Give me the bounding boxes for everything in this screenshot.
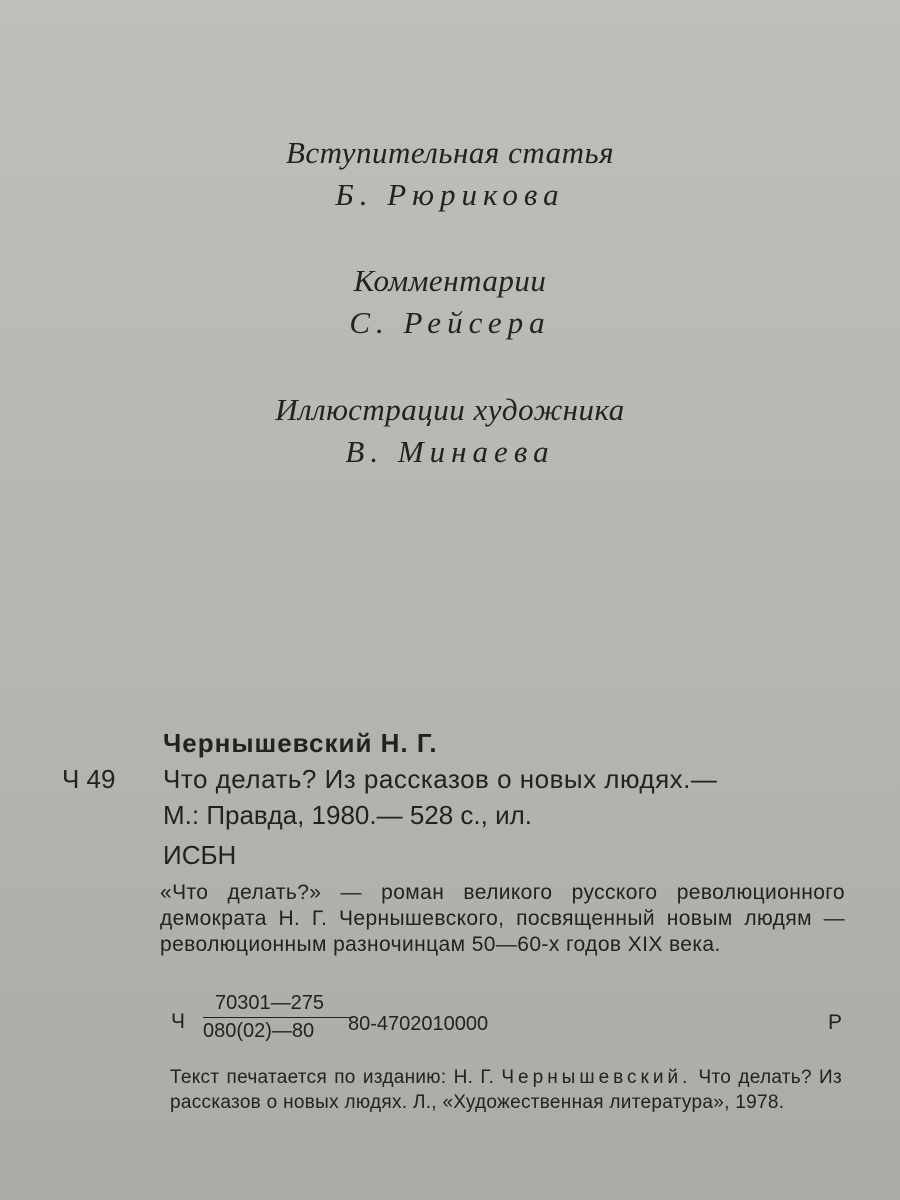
isbn-label: ИСБН: [163, 840, 237, 870]
code-letter: Ч: [171, 1010, 185, 1033]
classification-code: Ч 49: [62, 764, 116, 794]
note-author: Чернышевский.: [501, 1067, 692, 1088]
annotation-text: «Что делать?» — роман великого русского революционного демократа Н. Г. Чернышевского, посвященный новым людям — революционным разночинцам 50—60-х годов XIX века.: [160, 881, 845, 956]
source-edition-note: [170, 1065, 842, 1115]
fraction-numerator: 70301—275: [215, 992, 324, 1014]
comments-author: С. Рейсера: [349, 305, 551, 340]
book-title: Что делать? Из рассказов о новых людях.—: [163, 764, 718, 794]
isbn-number: 80-4702010000: [348, 1013, 489, 1035]
publication-info: М.: Правда, 1980.— 528 с., ил.: [163, 800, 533, 830]
intro-article-author: Б. Рюрикова: [335, 177, 565, 212]
illustrations-label: Иллюстрации художника: [275, 392, 625, 427]
price-letter: Р: [828, 1011, 843, 1034]
fraction-denominator: 080(02)—80: [203, 1020, 315, 1042]
fraction-bar: [203, 1017, 353, 1018]
author-heading: Чернышевский Н. Г.: [163, 728, 438, 758]
illustrator-name: В. Минаева: [345, 434, 555, 469]
intro-article-label: Вступительная статья: [285, 135, 615, 170]
note-prefix: Текст печатается по изданию: Н. Г.: [170, 1067, 502, 1088]
comments-label: Комментарии: [353, 263, 547, 298]
catalog-code-row: [163, 992, 843, 1052]
note-rest: Что делать? Из рассказов о новых людях. Л., «Художественная литература», 1978.: [170, 1067, 842, 1113]
